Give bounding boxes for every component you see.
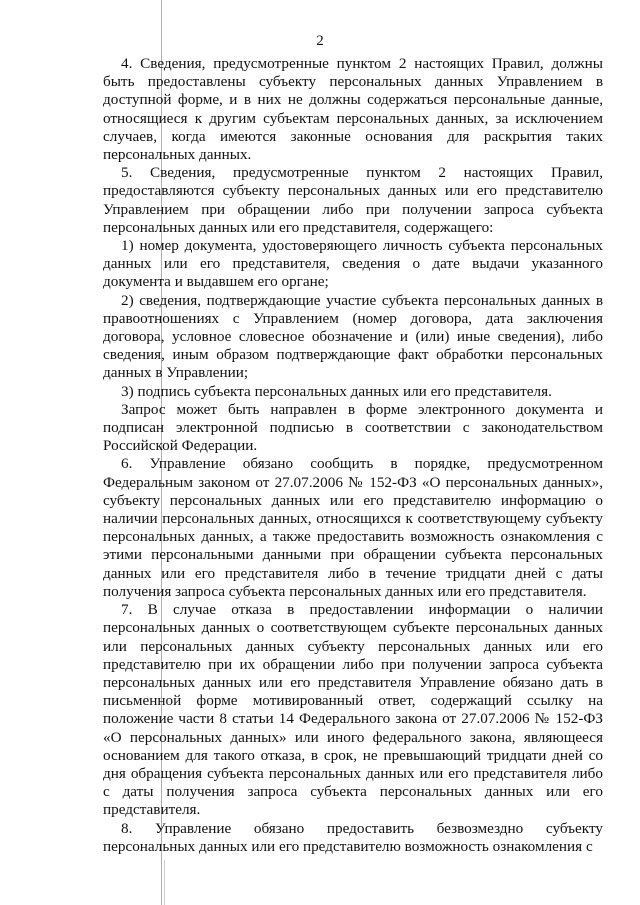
paragraph-item-5: 5. Сведения, предусмотренные пунктом 2 настоящих Правил, предоставляются субъекту персональных данных или его представителю Управлением при обращении либо при получении запроса субъекта персональных данных или его представителя, содержащего: bbox=[103, 164, 603, 236]
paragraph-item-6: 6. Управление обязано сообщить в порядке, предусмотренном Федеральным законом от 27.07.2006 № 152-ФЗ «О персональных данных», субъекту персональных данных или его представителю информацию о наличии персональных данных, относящихся к соответствующему субъекту персональных данных, а также предоставить возможность ознакомления с этими персональными данными при обращении субъекта персональных данных или его представителя либо в течение тридцати дней с даты получения запроса субъекта персональных данных или его представителя. bbox=[103, 455, 603, 600]
page-number: 2 bbox=[316, 33, 324, 49]
paragraph-subitem-1: 1) номер документа, удостоверяющего личность субъекта персональных данных или его представителя, сведения о дате выдачи указанного документа и выдавшем его органе; bbox=[103, 237, 603, 291]
paragraph-subitem-3: 3) подпись субъекта персональных данных или его представителя. bbox=[121, 382, 552, 400]
paragraph-subitem-2: 2) сведения, подтверждающие участие субъекта персональных данных в правоотношениях с Управлением (номер договора, дата заключения договора, условное словесное обозначение и (или) иные сведения), либо сведения, иным образом подтверждающие факт обработки персональных данных в Управлении; bbox=[103, 291, 603, 382]
paragraph-item-4: 4. Сведения, предусмотренные пунктом 2 настоящих Правил, должны быть предоставлены субъекту персональных данных Управлением в доступной форме, и в них не должны содержаться персональные данные, относящиеся к другим субъектам персональных данных, за исключением случаев, когда имеются законные основания для раскрытия таких персональных данных. bbox=[103, 55, 603, 164]
document-body bbox=[103, 55, 603, 856]
paragraph-request-note: Запрос может быть направлен в форме электронного документа и подписан электронной подписью в соответствии с законодательством Российской Федерации. bbox=[103, 400, 603, 455]
paragraph-item-8: 8. Управление обязано предоставить безвозмездно субъекту персональных данных или его представителю возможность ознакомления с bbox=[103, 819, 603, 855]
paragraph-item-7: 7. В случае отказа в предоставлении информации о наличии персональных данных о соответствующем субъекте персональных данных или персональных данных субъекту персональных данных или его представителю при их обращении либо при получении запроса субъекта персональных данных или его представителя Управление обязано дать в письменной форме мотивированный ответ, содержащий ссылку на положение части 8 статьи 14 Федерального закона от 27.07.2006 № 152-ФЗ «О персональных данных» или иного федерального закона, являющееся основанием для такого отказа, в срок, не превышающий тридцати дней со дня обращения субъекта персональных данных или его представителя либо с даты получения запроса субъекта персональных данных или его представителя. bbox=[103, 601, 603, 819]
scan-artifact-line bbox=[164, 860, 165, 905]
